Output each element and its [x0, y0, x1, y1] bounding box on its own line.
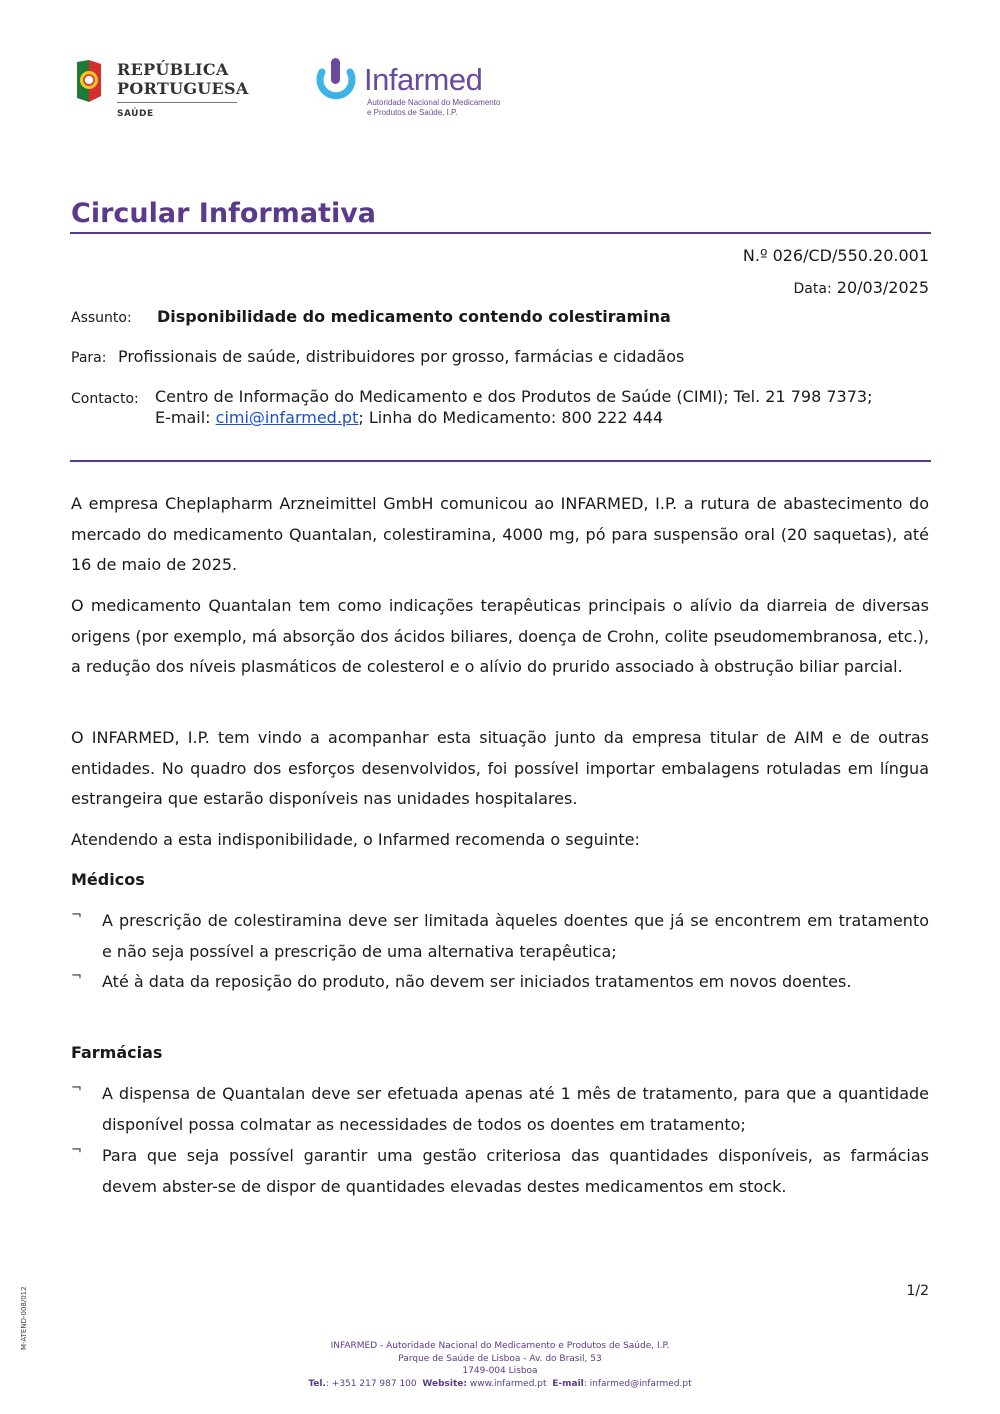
contacto-label: Contacto: — [71, 391, 139, 407]
paragraph-2: O medicamento Quantalan tem como indicações terapêuticas principais o alívio da diarreia de diversas origens (por exemplo, má absorção dos ácidos biliares, doença de Crohn, colite pseudomembranosa, etc.), a redução dos níveis plasmáticos de colesterol e o alívio do prurido associado à obstrução biliar parcial. — [71, 596, 929, 677]
contacto-line2 — [155, 408, 663, 427]
footer-email-label: E-mail — [552, 1378, 584, 1389]
contacto-line1: Centro de Informação do Medicamento e dos Produtos de Saúde (CIMI); Tel. 21 798 7373; — [155, 387, 873, 406]
republica-line1: REPÚBLICA — [117, 60, 229, 79]
republica-portuguesa-logo — [71, 58, 249, 122]
republica-sub: SAÚDE — [117, 109, 154, 119]
list-item-text: A prescrição de colestiramina deve ser limitada àqueles doentes que já se encontrem em tratamento e não seja possível a prescrição de uma alternativa terapêutica; — [102, 911, 929, 961]
infarmed-mark-icon — [314, 58, 358, 104]
infarmed-sub1: Autoridade Nacional do Medicamento — [367, 98, 501, 107]
footer — [250, 1340, 750, 1390]
bullet-icon: ¬ — [71, 969, 82, 984]
date-value: 20/03/2025 — [836, 278, 929, 297]
list-item — [71, 906, 929, 967]
infarmed-sub2: e Produtos de Saúde, I.P. — [367, 108, 458, 117]
assunto-label: Assunto: — [71, 310, 132, 326]
contacto-line2-suffix: ; Linha do Medicamento: 800 222 444 — [358, 408, 664, 427]
list-item — [71, 1141, 929, 1202]
assunto-value: Disponibilidade do medicamento contendo colestiramina — [157, 307, 671, 326]
farmacias-heading: Farmácias — [71, 1043, 163, 1062]
title-divider — [70, 232, 931, 234]
footer-tel: : +351 217 987 100 — [325, 1378, 417, 1389]
reference-number: N.º 026/CD/550.20.001 — [742, 246, 929, 265]
footer-line3: 1749-004 Lisboa — [462, 1366, 538, 1376]
bullet-icon: ¬ — [71, 1081, 82, 1096]
document-date — [794, 278, 929, 297]
footer-web[interactable]: www.infarmed.pt — [469, 1378, 547, 1389]
bullet-icon: ¬ — [71, 1143, 82, 1158]
footer-email[interactable]: : infarmed@infarmed.pt — [583, 1378, 692, 1389]
bullet-icon: ¬ — [71, 908, 82, 923]
header-divider — [70, 460, 931, 462]
paragraph-4: Atendendo a esta indisponibilidade, o Infarmed recomenda o seguinte: — [71, 830, 640, 849]
list-item-text: Para que seja possível garantir uma gestão criteriosa das quantidades disponíveis, as farmácias devem abster-se de dispor de quantidades elevadas destes medicamentos em stock. — [102, 1146, 929, 1196]
list-item-text: Até à data da reposição do produto, não devem ser iniciados tratamentos em novos doentes. — [102, 972, 852, 991]
paragraph-3: O INFARMED, I.P. tem vindo a acompanhar esta situação junto da empresa titular de AIM e de outras entidades. No quadro dos esforços desenvolvidos, foi possível importar embalagens rotuladas em língua estrangeira que estarão disponíveis nas unidades hospitalares. — [71, 728, 929, 809]
paragraph-1: A empresa Cheplapharm Arzneimittel GmbH comunicou ao INFARMED, I.P. a rutura de abastecimento do mercado do medicamento Quantalan, colestiramina, 4000 mg, pó para suspensão oral (20 saquetas), até 16 de maio de 2025. — [71, 494, 929, 575]
republica-line2: PORTUGUESA — [117, 79, 249, 98]
footer-line2: Parque de Saúde de Lisboa - Av. do Brasil, 53 — [398, 1353, 602, 1364]
footer-contacts — [250, 1378, 750, 1391]
list-item — [71, 967, 929, 998]
para-label: Para: — [71, 350, 107, 366]
email-prefix: E-mail: — [155, 408, 216, 427]
side-form-code: M-ATEND-008/012 — [20, 1286, 28, 1350]
email-link[interactable]: cimi@infarmed.pt — [215, 408, 359, 427]
list-item-text: A dispensa de Quantalan deve ser efetuada apenas até 1 mês de tratamento, para que a quantidade disponível possa colmatar as necessidades de todos os doentes em tratamento; — [102, 1084, 929, 1134]
footer-line1: INFARMED - Autoridade Nacional do Medicamento e Produtos de Saúde, I.P. — [330, 1341, 670, 1351]
page-number: 1/2 — [906, 1283, 929, 1299]
page-title: Circular Informativa — [71, 198, 377, 229]
medicos-heading: Médicos — [71, 870, 145, 889]
infarmed-wordmark: Infarmed — [364, 62, 483, 97]
footer-tel-label: Tel. — [308, 1378, 326, 1389]
infarmed-logo — [314, 58, 514, 122]
footer-web-label: Website: — [422, 1378, 467, 1389]
date-label: Data: — [793, 281, 832, 297]
list-item — [71, 1079, 929, 1140]
portugal-emblem-icon — [71, 58, 105, 104]
para-value: Profissionais de saúde, distribuidores por grosso, farmácias e cidadãos — [118, 347, 685, 366]
republica-divider — [117, 102, 237, 103]
